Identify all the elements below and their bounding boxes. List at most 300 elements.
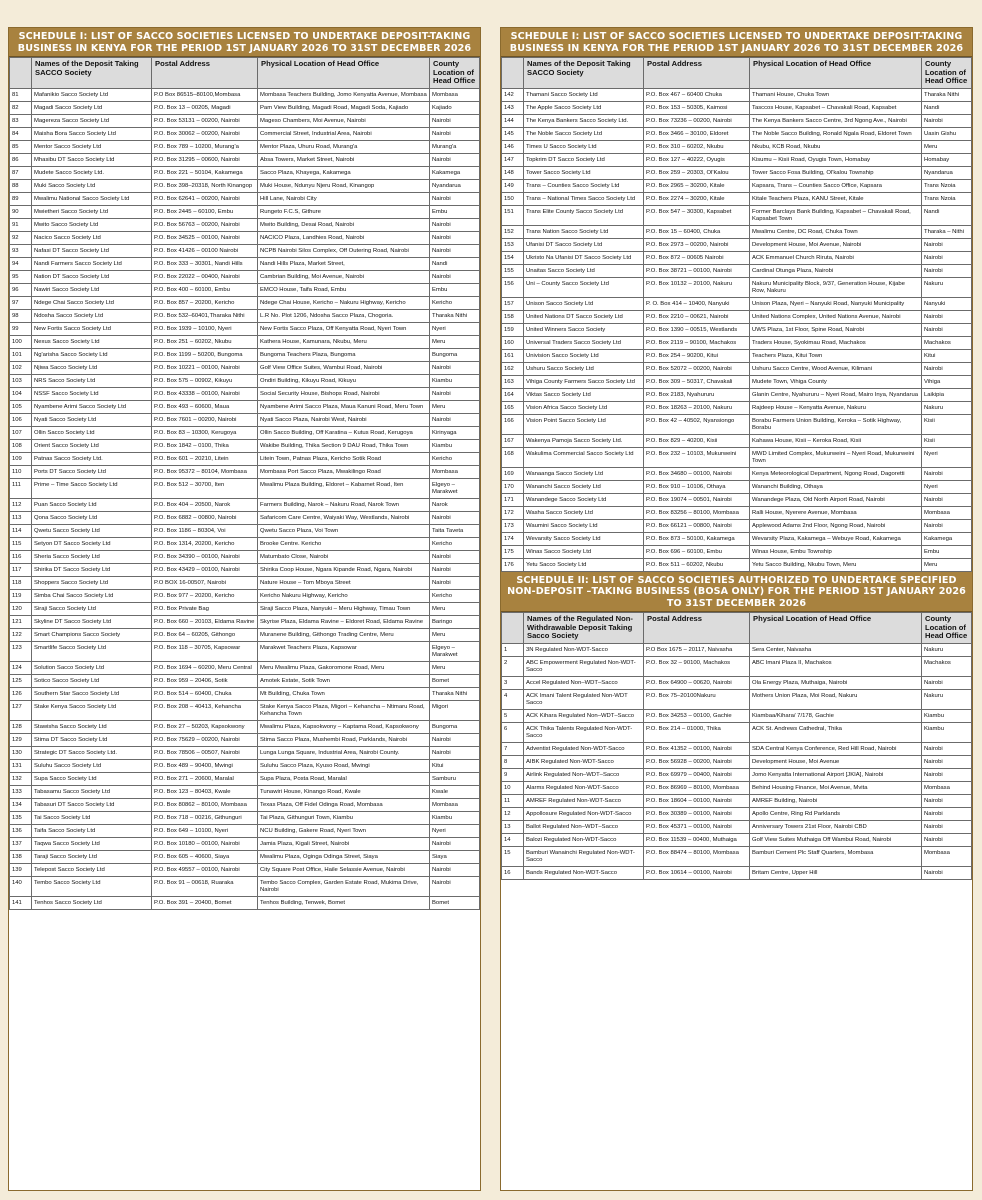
cell-postal: P.O. Box 1694 – 60200, Meru Central bbox=[152, 661, 258, 674]
cell-no: 105 bbox=[10, 400, 32, 413]
cell-no: 173 bbox=[502, 519, 524, 532]
cell-no: 15 bbox=[502, 847, 524, 867]
table-row bbox=[10, 166, 480, 179]
cell-county: Kirinyaga bbox=[430, 426, 480, 439]
table-row bbox=[10, 218, 480, 231]
table-row bbox=[502, 114, 972, 127]
schedule1-right-panel bbox=[500, 27, 973, 1191]
cell-name: Wanaanga Sacco Society Ltd bbox=[524, 467, 644, 480]
cell-county: Migori bbox=[430, 700, 480, 720]
table-row bbox=[10, 322, 480, 335]
cell-no: 124 bbox=[10, 661, 32, 674]
cell-location: Wananchi Building, Othaya bbox=[750, 480, 922, 493]
cell-location: Thamani House, Chuka Town bbox=[750, 88, 922, 101]
cell-name: Ng'arisha Sacco Society Ltd bbox=[32, 348, 152, 361]
cell-county: Nairobi bbox=[430, 127, 480, 140]
cell-name: Taqwa Sacco Society Ltd bbox=[32, 837, 152, 850]
cell-postal: P.O. Box 13 – 00205, Magadi bbox=[152, 101, 258, 114]
cell-location: Siraji Sacco Plaza, Nanyuki – Meru Highway, Timau Town bbox=[258, 602, 430, 615]
col-header-postal: Postal Address bbox=[644, 613, 750, 644]
cell-no: 131 bbox=[10, 759, 32, 772]
cell-postal: P.O. Box 232 – 10103, Mukurweini bbox=[644, 447, 750, 467]
table-row bbox=[10, 179, 480, 192]
cell-county: Nandi bbox=[922, 101, 972, 114]
cell-county: Kericho bbox=[430, 452, 480, 465]
cell-location: Kapsara, Trans – Counties Sacco Office, Kapsara bbox=[750, 179, 922, 192]
table-row bbox=[10, 296, 480, 309]
cell-location: NACICO Plaza, Landhies Road, Nairobi bbox=[258, 231, 430, 244]
cell-postal: P.O. Box 214 – 01000, Thika bbox=[644, 723, 750, 743]
cell-county: Laikipia bbox=[922, 388, 972, 401]
table-row bbox=[10, 628, 480, 641]
cell-postal: P. O. Box 414 – 10400, Nanyuki bbox=[644, 297, 750, 310]
table-row bbox=[502, 166, 972, 179]
cell-county: Nandi bbox=[430, 257, 480, 270]
cell-postal: P.O. Box 660 – 20103, Eldama Ravine bbox=[152, 615, 258, 628]
cell-postal: P.O. Box 64 – 60205, Githongo bbox=[152, 628, 258, 641]
cell-no: 14 bbox=[502, 834, 524, 847]
cell-county: Bomet bbox=[430, 896, 480, 909]
cell-name: Smart Champions Sacco Society bbox=[32, 628, 152, 641]
table-row bbox=[502, 532, 972, 545]
cell-no: 144 bbox=[502, 114, 524, 127]
cell-location: Kenya Meteorological Department, Ngong Road, Dagoretti bbox=[750, 467, 922, 480]
cell-name: The Noble Sacco Society Ltd bbox=[524, 127, 644, 140]
cell-postal: P.O. Box 53131 – 00200, Nairobi bbox=[152, 114, 258, 127]
cell-postal: P.O. Box 532–60401,Tharaka Nithi bbox=[152, 309, 258, 322]
cell-location: MWD Limited Complex, Mukurweini – Nyeri Road, Mukurweini Town bbox=[750, 447, 922, 467]
table-row bbox=[502, 251, 972, 264]
cell-postal: P.O. Box 62641 – 00200, Nairobi bbox=[152, 192, 258, 205]
schedule1-table-right bbox=[501, 57, 972, 572]
cell-county: Meru bbox=[430, 400, 480, 413]
table-row bbox=[502, 225, 972, 238]
cell-name: Univision Sacco Society Ltd bbox=[524, 349, 644, 362]
cell-name: Orient Sacco Society Ltd bbox=[32, 439, 152, 452]
cell-postal: P.O. Box 49557 – 00100, Nairobi bbox=[152, 863, 258, 876]
cell-county: Nanyuki bbox=[922, 297, 972, 310]
table-row bbox=[10, 824, 480, 837]
cell-postal: P.O. Box 259 – 20303, Ol'Kalou bbox=[644, 166, 750, 179]
cell-postal: P.O. Box 34680 – 00100, Nairobi bbox=[644, 467, 750, 480]
cell-name: Taifa Sacco Society Ltd bbox=[32, 824, 152, 837]
table-row bbox=[10, 374, 480, 387]
cell-no: 153 bbox=[502, 238, 524, 251]
cell-name: AMREF Regulated Non-WDT-Sacco bbox=[524, 795, 644, 808]
cell-location: Golf View Office Suites, Wambui Road, Nairobi bbox=[258, 361, 430, 374]
cell-county: Vihiga bbox=[922, 375, 972, 388]
cell-postal: P.O. Box 27 – 50203, Kapsokwony bbox=[152, 720, 258, 733]
cell-no: 103 bbox=[10, 374, 32, 387]
table-row bbox=[10, 563, 480, 576]
cell-no: 170 bbox=[502, 480, 524, 493]
cell-no: 148 bbox=[502, 166, 524, 179]
cell-postal: P.O. Box Private Bag bbox=[152, 602, 258, 615]
col-header-name: Names of the Deposit Taking SACCO Society bbox=[32, 58, 152, 89]
table-row bbox=[502, 690, 972, 710]
table-row bbox=[10, 244, 480, 257]
cell-county: Bungoma bbox=[430, 348, 480, 361]
cell-postal: P.O. Box 309 – 50317, Chavakali bbox=[644, 375, 750, 388]
cell-postal: P.O. Box 91 – 00618, Ruaraka bbox=[152, 876, 258, 896]
cell-name: Patnas Sacco Society Ltd. bbox=[32, 452, 152, 465]
table-row bbox=[10, 309, 480, 322]
cell-name: Wakenya Pamoja Sacco Society Ltd. bbox=[524, 434, 644, 447]
cell-postal: P.O. Box 910 – 10106, Othaya bbox=[644, 480, 750, 493]
col-header-county: County Location of Head Office bbox=[922, 613, 972, 644]
cell-location: Kathera House, Kamunara, Nkubu, Meru bbox=[258, 335, 430, 348]
cell-location: Qwetu Sacco Plaza, Voi Town bbox=[258, 524, 430, 537]
cell-location: Tunawiri House, Kinango Road, Kwale bbox=[258, 785, 430, 798]
table-row bbox=[502, 795, 972, 808]
cell-location: Pam View Building, Magadi Road, Magadi Soda, Kajiado bbox=[258, 101, 430, 114]
table-row bbox=[502, 388, 972, 401]
cell-location: Former Barclays Bank Building, Kapsabet – Chavakali Road, Kapsabet Town bbox=[750, 205, 922, 225]
cell-location: Mwalimu Plaza, Oginga Odinga Street, Siaya bbox=[258, 850, 430, 863]
table-row bbox=[10, 498, 480, 511]
col-header-no bbox=[502, 58, 524, 89]
cell-location: Absa Towers, Market Street, Nairobi bbox=[258, 153, 430, 166]
cell-county: Nairobi bbox=[922, 251, 972, 264]
cell-location: Mothers Union Plaza, Moi Road, Nakuru bbox=[750, 690, 922, 710]
cell-name: Ports DT Sacco Society Ltd bbox=[32, 465, 152, 478]
table-row bbox=[10, 127, 480, 140]
cell-no: 9 bbox=[502, 769, 524, 782]
table-header-row bbox=[502, 58, 972, 89]
table-row bbox=[10, 439, 480, 452]
cell-name: Thamani Sacco Society Ltd bbox=[524, 88, 644, 101]
cell-county: Embu bbox=[430, 205, 480, 218]
cell-county: Nairobi bbox=[430, 746, 480, 759]
cell-location: Brooke Centre. Kericho bbox=[258, 537, 430, 550]
cell-location: Mombasa Teachers Building, Jomo Kenyatta Avenue, Mombasa bbox=[258, 88, 430, 101]
cell-name: Wakulima Commercial Sacco Society Ltd bbox=[524, 447, 644, 467]
cell-county: Elgeyo – Marakwet bbox=[430, 478, 480, 498]
cell-no: 156 bbox=[502, 277, 524, 297]
cell-postal: P.O. Box 86969 – 80100, Mombasa bbox=[644, 782, 750, 795]
cell-county: Nairobi bbox=[430, 361, 480, 374]
cell-county: Mombasa bbox=[922, 782, 972, 795]
col-header-name: Names of the Deposit Taking SACCO Society bbox=[524, 58, 644, 89]
cell-name: Smartlife Sacco Society Ltd bbox=[32, 641, 152, 661]
cell-no: 109 bbox=[10, 452, 32, 465]
cell-no: 120 bbox=[10, 602, 32, 615]
cell-no: 140 bbox=[10, 876, 32, 896]
cell-no: 111 bbox=[10, 478, 32, 498]
table-row bbox=[10, 257, 480, 270]
cell-location: Kisumu – Kisii Road, Oyugis Town, Homabay bbox=[750, 153, 922, 166]
cell-postal: P.O. Box 78506 – 00507, Nairobi bbox=[152, 746, 258, 759]
cell-no: 172 bbox=[502, 506, 524, 519]
table-row bbox=[10, 426, 480, 439]
table-row bbox=[502, 140, 972, 153]
cell-no: 82 bbox=[10, 101, 32, 114]
cell-county: Nyeri bbox=[430, 322, 480, 335]
cell-postal: P.O. Box 489 – 90400, Mwingi bbox=[152, 759, 258, 772]
cell-no: 92 bbox=[10, 231, 32, 244]
cell-name: Times U Sacco Society Ltd bbox=[524, 140, 644, 153]
table-row bbox=[10, 733, 480, 746]
cell-county: Meru bbox=[922, 558, 972, 571]
cell-name: Nacico Sacco Society Ltd bbox=[32, 231, 152, 244]
cell-county: Taita Taveta bbox=[430, 524, 480, 537]
cell-county: Nairobi bbox=[430, 863, 480, 876]
cell-county: Meru bbox=[430, 335, 480, 348]
table-row bbox=[502, 480, 972, 493]
cell-location: Nandi Hills Plaza, Market Street, bbox=[258, 257, 430, 270]
cell-location: City Square Post Office, Haile Selassie Avenue, Nairobi bbox=[258, 863, 430, 876]
cell-postal: P.O. Box 123 – 80403, Kwale bbox=[152, 785, 258, 798]
cell-no: 123 bbox=[10, 641, 32, 661]
cell-postal: P.O. Box 221 – 50104, Kakamega bbox=[152, 166, 258, 179]
cell-postal: P.O. Box 512 – 30700, Iten bbox=[152, 478, 258, 498]
cell-postal: P.O. Box 857 – 20200, Kericho bbox=[152, 296, 258, 309]
table-row bbox=[10, 863, 480, 876]
cell-no: 134 bbox=[10, 798, 32, 811]
cell-location: Golf View Suites Muthaiga Off Wambui Road, Nairobi bbox=[750, 834, 922, 847]
cell-postal: P.O. Box 2973 – 00200, Nairobi bbox=[644, 238, 750, 251]
cell-name: Wananchi Sacco Society Ltd bbox=[524, 480, 644, 493]
cell-name: The Apple Sacco Society Ltd bbox=[524, 101, 644, 114]
cell-location: Mt Building, Chuka Town bbox=[258, 687, 430, 700]
cell-postal: P.O. Box 64900 – 00620, Nairobi bbox=[644, 677, 750, 690]
cell-name: Strategic DT Sacco Society Ltd. bbox=[32, 746, 152, 759]
cell-name: Unison Sacco Society Ltd bbox=[524, 297, 644, 310]
cell-location: Mudete Town, Vihiga County bbox=[750, 375, 922, 388]
table-row bbox=[10, 88, 480, 101]
cell-name: Ufanisi DT Sacco Society Ltd bbox=[524, 238, 644, 251]
cell-county: Mombasa bbox=[430, 465, 480, 478]
schedule2-title: SCHEDULE II: LIST OF SACCO SOCIETIES AUTHORIZED TO UNDERTAKE SPECIFIED NON-DEPOSIT –TAKING BUSINESS (BOSA ONLY) FOR THE PERIOD 1ST JANUARY 2026 TO 31ST DECEMBER 2026 bbox=[501, 572, 972, 613]
cell-postal: P.O. Box 34253 – 00100, Gachie bbox=[644, 710, 750, 723]
table-row bbox=[10, 335, 480, 348]
cell-county: Tharaka Nithi bbox=[430, 687, 480, 700]
table-row bbox=[10, 231, 480, 244]
table-row bbox=[502, 205, 972, 225]
cell-name: Uni – County Sacco Society Ltd bbox=[524, 277, 644, 297]
cell-no: 117 bbox=[10, 563, 32, 576]
table-row bbox=[10, 400, 480, 413]
table-row bbox=[10, 641, 480, 661]
cell-name: Qona Sacco Society Ltd bbox=[32, 511, 152, 524]
cell-county: Nairobi bbox=[922, 756, 972, 769]
table-row bbox=[502, 821, 972, 834]
cell-name: Tenhos Sacco Society Ltd bbox=[32, 896, 152, 909]
cell-county: Nairobi bbox=[430, 218, 480, 231]
cell-location: Britam Centre, Upper Hill bbox=[750, 867, 922, 880]
cell-location: L.R No. Plot 1206, Ndosha Sacco Plaza, Chogoria. bbox=[258, 309, 430, 322]
cell-name: Unaitas Sacco Society Ltd bbox=[524, 264, 644, 277]
col-header-county: County Location of Head Office bbox=[922, 58, 972, 89]
table-row bbox=[10, 687, 480, 700]
schedule1-left-panel bbox=[8, 27, 481, 1191]
cell-name: Mwalimu National Sacco Society Ltd bbox=[32, 192, 152, 205]
cell-name: Mhasibu DT Sacco Society Ltd bbox=[32, 153, 152, 166]
cell-name: Suluhu Sacco Society Ltd bbox=[32, 759, 152, 772]
cell-county: Nakuru bbox=[922, 401, 972, 414]
cell-county: Nairobi bbox=[922, 743, 972, 756]
table-row bbox=[10, 153, 480, 166]
cell-no: 3 bbox=[502, 677, 524, 690]
cell-name: Shirika DT Sacco Society Ltd bbox=[32, 563, 152, 576]
cell-name: Trans – National Times Sacco Society Ltd bbox=[524, 192, 644, 205]
cell-postal: P.O. Box 10132 – 20100, Nakuru bbox=[644, 277, 750, 297]
cell-location: Safaricom Care Centre, Waiyaki Way, Westlands, Nairobi bbox=[258, 511, 430, 524]
cell-county: Nairobi bbox=[430, 387, 480, 400]
cell-postal: P.O. Box 2183, Nyahururu bbox=[644, 388, 750, 401]
table-row bbox=[502, 153, 972, 166]
cell-postal: P.O. Box 2965 – 30200, Kitale bbox=[644, 179, 750, 192]
cell-postal: P.O. Box 2274 – 30200, Kitale bbox=[644, 192, 750, 205]
table-row bbox=[10, 759, 480, 772]
cell-name: Njiwa Sacco Society Ltd bbox=[32, 361, 152, 374]
cell-no: 130 bbox=[10, 746, 32, 759]
cell-no: 122 bbox=[10, 628, 32, 641]
cell-name: ACK Imani Talent Regulated Non-WDT Sacco bbox=[524, 690, 644, 710]
cell-no: 169 bbox=[502, 467, 524, 480]
cell-name: Stima DT Sacco Society Ltd bbox=[32, 733, 152, 746]
cell-postal: P.O. Box 10180 – 00100, Nairobi bbox=[152, 837, 258, 850]
cell-no: 7 bbox=[502, 743, 524, 756]
schedule1-title: SCHEDULE I: LIST OF SACCO SOCIETIES LICENSED TO UNDERTAKE DEPOSIT-TAKING BUSINESS IN KENYA FOR THE PERIOD 1ST JANUARY 2026 TO 31ST DECEMBER 2026 bbox=[9, 28, 480, 57]
schedule2-table bbox=[501, 612, 972, 880]
table-row bbox=[10, 537, 480, 550]
cell-name: ACK Thika Talents Regulated Non-WDT-Sacco bbox=[524, 723, 644, 743]
cell-location: Supa Plaza, Posta Road, Maralal bbox=[258, 772, 430, 785]
cell-postal: P.O. Box 153 – 50305, Kaimosi bbox=[644, 101, 750, 114]
cell-location: Glanin Centre, Nyahururu – Nyeri Road, Mairo Inya, Nyandarua bbox=[750, 388, 922, 401]
cell-location: Stake Kenya Sacco Plaza, Migori – Kehancha – Ntimaru Road, Kehancha Town bbox=[258, 700, 430, 720]
table-row bbox=[502, 310, 972, 323]
cell-name: Mwietheri Sacco Society Ltd bbox=[32, 205, 152, 218]
cell-postal: P.O. Box 1842 – 0100, Thika bbox=[152, 439, 258, 452]
cell-name: Mafanikio Sacco Society Ltd bbox=[32, 88, 152, 101]
table-body bbox=[502, 644, 972, 880]
table-row bbox=[502, 782, 972, 795]
cell-postal: P.O. Box 69979 – 00400, Nairobi bbox=[644, 769, 750, 782]
cell-postal: P.O. Box 254 – 90200, Kitui bbox=[644, 349, 750, 362]
cell-postal: P.O. Box 38721 – 00100, Nairobi bbox=[644, 264, 750, 277]
table-row bbox=[10, 850, 480, 863]
col-header-location: Physical Location of Head Office bbox=[750, 58, 922, 89]
cell-county: Kiambu bbox=[430, 374, 480, 387]
cell-no: 8 bbox=[502, 756, 524, 769]
cell-county: Kisii bbox=[922, 434, 972, 447]
col-header-postal: Postal Address bbox=[152, 58, 258, 89]
cell-county: Bungoma bbox=[430, 720, 480, 733]
cell-postal: P.O. Box 977 – 20200, Kericho bbox=[152, 589, 258, 602]
cell-county: Nakuru bbox=[922, 644, 972, 657]
cell-no: 85 bbox=[10, 140, 32, 153]
cell-no: 132 bbox=[10, 772, 32, 785]
cell-name: Prime – Time Sacco Society Ltd bbox=[32, 478, 152, 498]
cell-name: Nyambene Arimi Sacco Society Ltd bbox=[32, 400, 152, 413]
cell-name: Washa Sacco Society Ltd bbox=[524, 506, 644, 519]
cell-name: Shoppers Sacco Society Ltd bbox=[32, 576, 152, 589]
table-row bbox=[502, 867, 972, 880]
cell-county: Uasin Gishu bbox=[922, 127, 972, 140]
cell-no: 83 bbox=[10, 114, 32, 127]
cell-no: 150 bbox=[502, 192, 524, 205]
cell-location: Cardinal Otunga Plaza, Nairobi bbox=[750, 264, 922, 277]
cell-no: 158 bbox=[502, 310, 524, 323]
cell-name: Stawisha Sacco Society Ltd bbox=[32, 720, 152, 733]
cell-county: Meru bbox=[922, 140, 972, 153]
cell-county: Mombasa bbox=[430, 88, 480, 101]
cell-no: 106 bbox=[10, 413, 32, 426]
cell-no: 116 bbox=[10, 550, 32, 563]
cell-no: 143 bbox=[502, 101, 524, 114]
cell-county: Kitui bbox=[922, 349, 972, 362]
table-row bbox=[10, 114, 480, 127]
cell-no: 126 bbox=[10, 687, 32, 700]
cell-no: 152 bbox=[502, 225, 524, 238]
page-bottom-band bbox=[0, 1192, 982, 1200]
cell-name: Ndege Chai Sacco Society Ltd bbox=[32, 296, 152, 309]
cell-postal: P.O. Box 30389 – 00100, Nairobi bbox=[644, 808, 750, 821]
table-row bbox=[502, 336, 972, 349]
cell-name: Southern Star Sacco Society Ltd bbox=[32, 687, 152, 700]
table-row bbox=[10, 511, 480, 524]
cell-county: Samburu bbox=[430, 772, 480, 785]
cell-name: 3N Regulated Non-WDT-Sacco bbox=[524, 644, 644, 657]
table-row bbox=[502, 506, 972, 519]
cell-name: Tembo Sacco Society Ltd bbox=[32, 876, 152, 896]
table-row bbox=[10, 361, 480, 374]
table-row bbox=[10, 661, 480, 674]
cell-county: Nairobi bbox=[430, 511, 480, 524]
table-row bbox=[502, 277, 972, 297]
cell-postal: P.O. Box 18604 – 00100, Nairobi bbox=[644, 795, 750, 808]
cell-county: Nyeri bbox=[922, 480, 972, 493]
cell-no: 151 bbox=[502, 205, 524, 225]
table-row bbox=[502, 723, 972, 743]
cell-county: Nairobi bbox=[922, 467, 972, 480]
cell-name: Topkrim DT Sacco Society Ltd bbox=[524, 153, 644, 166]
table-row bbox=[502, 101, 972, 114]
table-row bbox=[10, 589, 480, 602]
cell-county: Tharaka – Nithi bbox=[922, 225, 972, 238]
cell-postal: P.O. Box 271 – 20600, Maralal bbox=[152, 772, 258, 785]
cell-location: Unison Plaza, Nyeri – Nanyuki Road, Nanyuki Municipality bbox=[750, 297, 922, 310]
col-header-county: County Location of Head Office bbox=[430, 58, 480, 89]
cell-postal: P.O. Box 718 – 00216, Githunguri bbox=[152, 811, 258, 824]
cell-postal: P.O. Box 95372 – 80104, Mombasa bbox=[152, 465, 258, 478]
cell-name: Muki Sacco Society Ltd bbox=[32, 179, 152, 192]
cell-postal: P.O. Box 127 – 40222, Oyugis bbox=[644, 153, 750, 166]
cell-name: Qwetu Sacco Society Ltd bbox=[32, 524, 152, 537]
cell-county: Nairobi bbox=[430, 876, 480, 896]
table-body bbox=[10, 88, 480, 909]
cell-county: Nairobi bbox=[922, 238, 972, 251]
cell-postal: P.O. Box 575 – 00902, Kikuyu bbox=[152, 374, 258, 387]
table-row bbox=[502, 127, 972, 140]
col-header-no bbox=[10, 58, 32, 89]
cell-location: Ondiri Building, Kikuyu Road, Kikuyu bbox=[258, 374, 430, 387]
cell-county: Nairobi bbox=[922, 493, 972, 506]
cell-county: Kiambu bbox=[430, 439, 480, 452]
table-row bbox=[502, 558, 972, 571]
cell-postal: P.O. Box 251 – 60202, Nkubu bbox=[152, 335, 258, 348]
cell-no: 129 bbox=[10, 733, 32, 746]
cell-name: Vision Africa Sacco Society Ltd bbox=[524, 401, 644, 414]
cell-location: Nyambene Arimi Sacco Plaza, Maua Kanuni Road, Meru Town bbox=[258, 400, 430, 413]
table-row bbox=[502, 375, 972, 388]
cell-location: Nkubu, KCB Road, Nkubu bbox=[750, 140, 922, 153]
cell-county: Nairobi bbox=[922, 795, 972, 808]
cell-name: Supa Sacco Society Ltd bbox=[32, 772, 152, 785]
cell-postal: P.O. Box 2119 – 90100, Machakos bbox=[644, 336, 750, 349]
